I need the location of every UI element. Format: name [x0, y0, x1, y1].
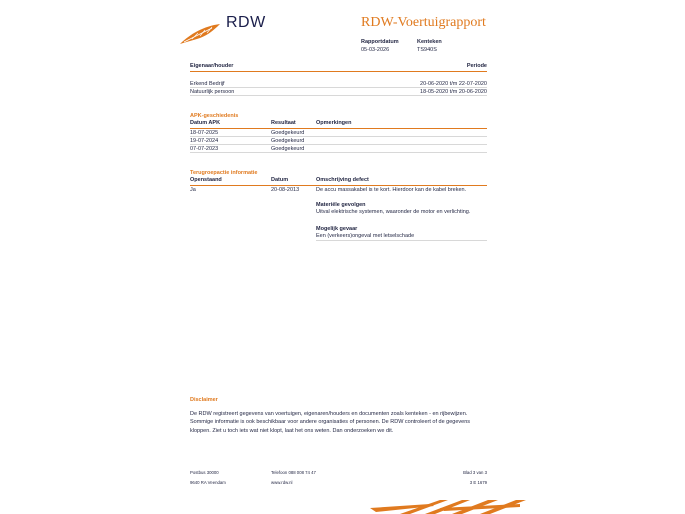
- owners-header: [190, 63, 487, 72]
- apk-date: 18-07-2025: [190, 130, 219, 136]
- recall-details: [316, 202, 487, 241]
- period-column-header: Periode: [466, 63, 487, 69]
- possible-danger-text: Een (verkeers)ongeval met letselschade: [316, 233, 415, 239]
- recall-row: [190, 186, 487, 194]
- owner-name: Erkend Bedrijf: [190, 81, 225, 87]
- recall-header: [190, 177, 487, 186]
- footer-phone: Telefoon 088 008 74 47: [271, 470, 316, 475]
- license-plate-block: [417, 38, 442, 54]
- recall-description: De accu massakabel is te kort. Hierdoor kan de kabel breken.: [316, 187, 467, 193]
- material-consequences-text: Uitval elektrische systemen, waaronder de motor en verlichting.: [316, 209, 471, 215]
- footer-address: 9640 RA Veendam: [190, 480, 226, 485]
- recall-title: Terugroepactie informatie: [190, 170, 258, 176]
- apk-result-header: Resultaat: [271, 120, 296, 126]
- apk-result: Goedgekeurd: [271, 138, 305, 144]
- report-date-label: Rapportdatum: [361, 39, 399, 45]
- owner-period: 20-06-2020 t/m 22-07-2020: [420, 81, 487, 87]
- owner-period: 18-05-2020 t/m 20-06-2020: [420, 89, 487, 95]
- footer-page-number: Blad 3 van 3: [463, 470, 487, 475]
- owner-row: [190, 80, 487, 88]
- brand-name: RDW: [226, 14, 266, 31]
- recall-date-header: Datum: [271, 177, 289, 183]
- apk-title: APK-geschiedenis: [190, 113, 239, 119]
- owners-section: [190, 63, 487, 96]
- apk-date: 07-07-2023: [190, 146, 219, 152]
- report-date-block: [361, 38, 399, 54]
- apk-notes-header: Opmerkingen: [316, 120, 352, 126]
- owner-row: [190, 88, 487, 96]
- disclaimer-line: De RDW registreert gegevens van voertuigen, eigenaren/houders en documenten zoals kenteken - en rijbewijzen.: [190, 410, 468, 417]
- apk-row: [190, 137, 487, 145]
- decorative-stripes: [370, 496, 530, 514]
- feather-icon: [178, 22, 222, 46]
- footer-document-code: 3 E 1679: [469, 480, 487, 485]
- possible-danger-title: Mogelijk gevaar: [316, 226, 358, 232]
- recall-open: Ja: [190, 187, 196, 193]
- disclaimer: [190, 396, 487, 435]
- apk-result: Goedgekeurd: [271, 130, 305, 136]
- recall-date: 20-08-2013: [271, 187, 300, 193]
- report-date-value: 05-03-2026: [361, 47, 390, 53]
- report-title: RDW-Voertuigrapport: [361, 15, 486, 30]
- license-plate-value: TS940S: [417, 47, 437, 53]
- owner-column-header: Eigenaar/houder: [190, 63, 234, 69]
- apk-date-header: Datum APK: [190, 120, 221, 126]
- owner-name: Natuurlijk persoon: [190, 89, 235, 95]
- apk-result: Goedgekeurd: [271, 146, 305, 152]
- disclaimer-line: kloppen. Ziet u toch iets wat niet klopt, laat het ons weten. Dan onderzoeken we dit.: [190, 427, 394, 434]
- apk-section: [190, 112, 487, 153]
- rdw-logo: [178, 14, 268, 48]
- material-consequences-title: Materiële gevolgen: [316, 202, 366, 208]
- footer-website: www.rdw.nl: [271, 480, 293, 485]
- license-plate-label: Kenteken: [417, 39, 442, 45]
- apk-row: [190, 129, 487, 137]
- footer-postbus: Postbus 30000: [190, 470, 219, 475]
- disclaimer-line: Sommige informatie is ook beschikbaar voor andere organisaties of personen. De RDW controleert of de gegevens: [190, 419, 471, 425]
- apk-row: [190, 145, 487, 153]
- recall-description-header: Omschrijving defect: [316, 177, 369, 183]
- disclaimer-title: Disclaimer: [190, 397, 218, 403]
- recall-section: [190, 169, 487, 241]
- recall-open-header: Openstaand: [190, 177, 222, 183]
- apk-header: [190, 120, 487, 129]
- apk-date: 19-07-2024: [190, 138, 219, 144]
